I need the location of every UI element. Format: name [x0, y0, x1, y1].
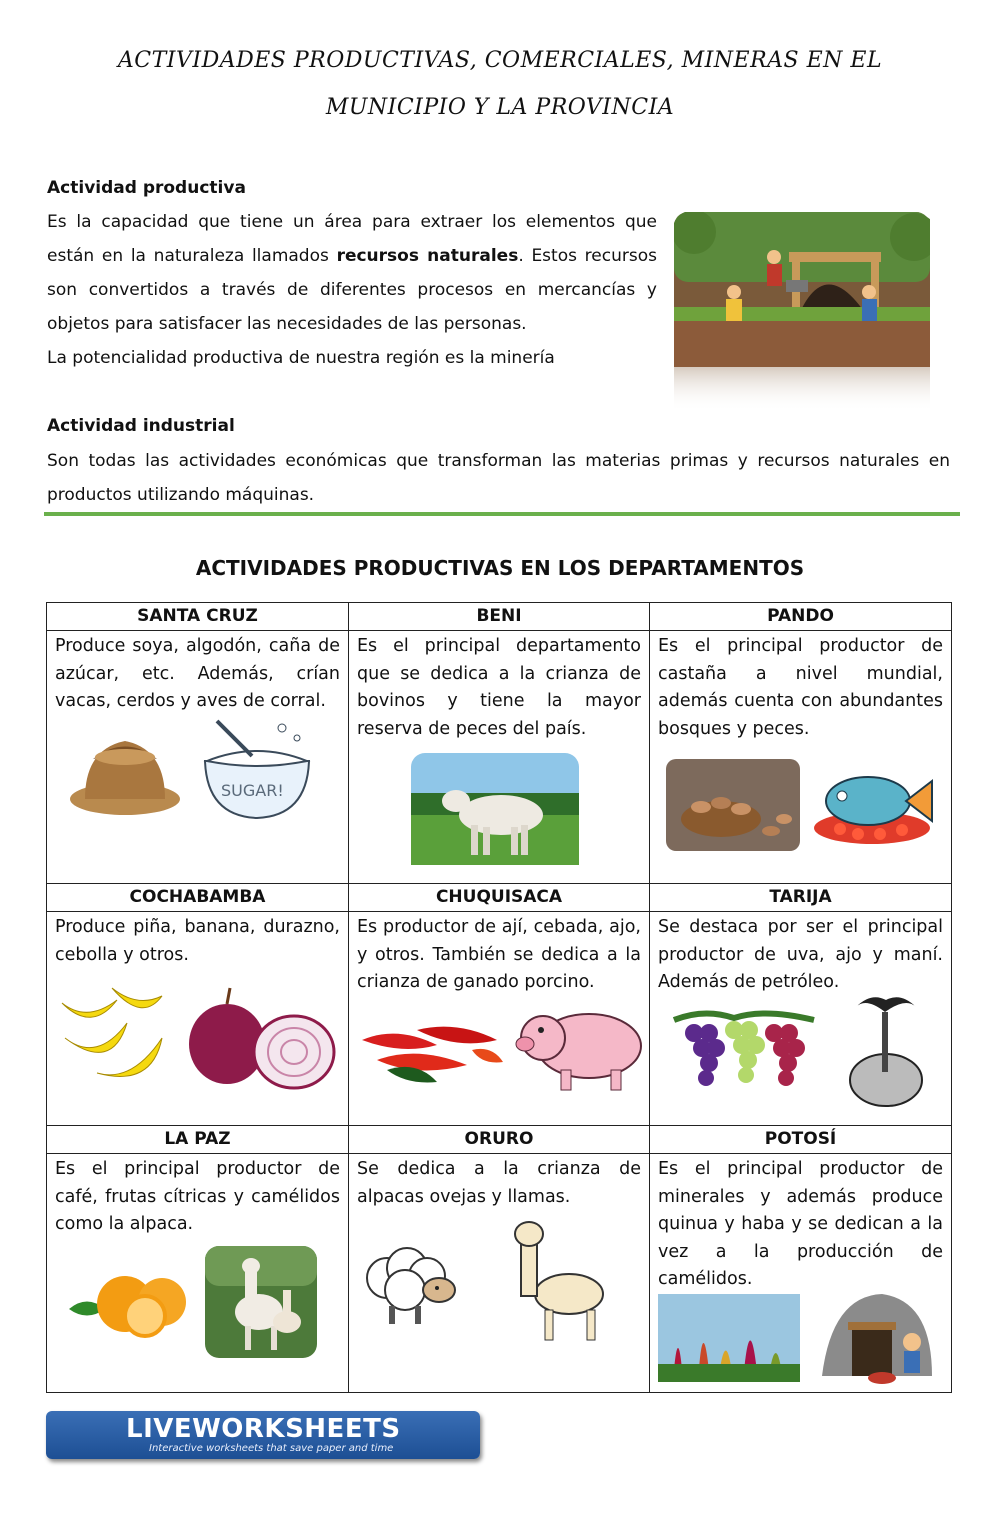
text-beni: Es el principal departamento que se dedica a la crianza de bovinos y tiene la mayor reserva de peces del país.: [357, 636, 641, 739]
sugar-label: SUGAR!: [221, 781, 284, 800]
header-la-paz: LA PAZ: [47, 1126, 349, 1154]
chili-peppers-image: [357, 1010, 505, 1086]
section-divider: [44, 512, 960, 516]
text-oruro: Se dedica a la crianza de alpacas ovejas y llamas.: [357, 1159, 641, 1207]
logo-tagline: Interactive worksheets that save paper and time: [149, 1443, 394, 1454]
productive-text-start: Es la capacidad que tiene un área para extraer los elementos que están en la naturaleza llamados: [47, 212, 657, 266]
cell-beni: [349, 631, 650, 884]
cell-potosi: [650, 1154, 952, 1393]
cell-cochabamba: [47, 912, 349, 1126]
mining-illustration: [674, 212, 930, 412]
grapes-image: [664, 1008, 824, 1100]
departments-title: ACTIVIDADES PRODUCTIVAS EN LOS DEPARTAMENTOS: [195, 556, 805, 580]
cow-image: [411, 753, 579, 865]
productive-paragraph: [47, 205, 657, 341]
cell-tarija: [650, 912, 952, 1126]
text-chuquisaca: Es productor de ají, cebada, ajo, y otros. También se dedica a la crianza de ganado porcino.: [357, 917, 641, 992]
text-cochabamba: Produce piña, banana, durazno, cebolla y otros.: [55, 917, 340, 965]
header-chuquisaca: CHUQUISACA: [349, 884, 650, 912]
header-potosi: POTOSÍ: [650, 1126, 952, 1154]
brazil-nuts-image: [666, 759, 800, 851]
oil-well-image: [846, 992, 928, 1110]
onions-image: [182, 986, 340, 1092]
logo-name: LIVEWORKSHEETS: [126, 1414, 401, 1444]
cell-santa-cruz: [47, 631, 349, 884]
mine-cartoon-image: [812, 1286, 940, 1388]
soy-sack-image: [65, 729, 185, 819]
quinoa-image: [658, 1294, 800, 1382]
page-title-line-2: MUNICIPIO Y LA PROVINCIA: [325, 95, 675, 120]
productive-paragraph-2: La potencialidad productiva de nuestra región es la minería: [47, 348, 555, 368]
productive-text-bold: recursos naturales: [336, 246, 519, 266]
header-santa-cruz: SANTA CRUZ: [47, 603, 349, 631]
departments-table: [46, 602, 952, 1393]
alpaca-photo-image: [205, 1246, 317, 1358]
fish-plate-image: [810, 756, 934, 856]
header-tarija: TARIJA: [650, 884, 952, 912]
cell-chuquisaca: [349, 912, 650, 1126]
header-oruro: ORURO: [349, 1126, 650, 1154]
header-pando: PANDO: [650, 603, 952, 631]
text-pando: Es el principal productor de castaña a nivel mundial, además cuenta con abundantes bosques y peces.: [658, 636, 943, 739]
sheep-image: [357, 1238, 469, 1328]
text-tarija: Se destaca por ser el principal productor de uva, ajo y maní. Además de petróleo.: [658, 917, 943, 992]
page-title-line-1: ACTIVIDADES PRODUCTIVAS, COMERCIALES, MINERAS EN EL: [117, 48, 883, 73]
cell-pando: [650, 631, 952, 884]
text-potosi: Es el principal productor de minerales y además produce quinua y haba y se dedican a la vez a la producción de camélidos.: [658, 1159, 943, 1289]
bananas-image: [57, 978, 167, 1086]
productive-text-end: . Estos recursos son convertidos a través de diferentes procesos en mercancías y objetos para satisfacer las necesidades de las personas.: [47, 246, 657, 334]
liveworksheets-logo[interactable]: [46, 1411, 480, 1459]
text-la-paz: Es el principal productor de café, frutas cítricas y camélidos como la alpaca.: [55, 1159, 340, 1234]
llama-image: [497, 1214, 617, 1344]
cell-la-paz: [47, 1154, 349, 1393]
oranges-image: [67, 1264, 189, 1338]
pig-image: [511, 998, 647, 1094]
sugar-bowl-image: [197, 716, 317, 826]
industrial-heading: Actividad industrial: [47, 416, 235, 436]
header-beni: BENI: [349, 603, 650, 631]
industrial-paragraph: Son todas las actividades económicas que transforman las materias primas y recursos naturales en productos utilizando máquinas.: [47, 451, 950, 505]
text-santa-cruz: Produce soya, algodón, caña de azúcar, etc. Además, crían vacas, cerdos y aves de corral.: [55, 636, 340, 711]
header-cochabamba: COCHABAMBA: [47, 884, 349, 912]
productive-heading: Actividad productiva: [47, 178, 246, 198]
cell-oruro: [349, 1154, 650, 1393]
